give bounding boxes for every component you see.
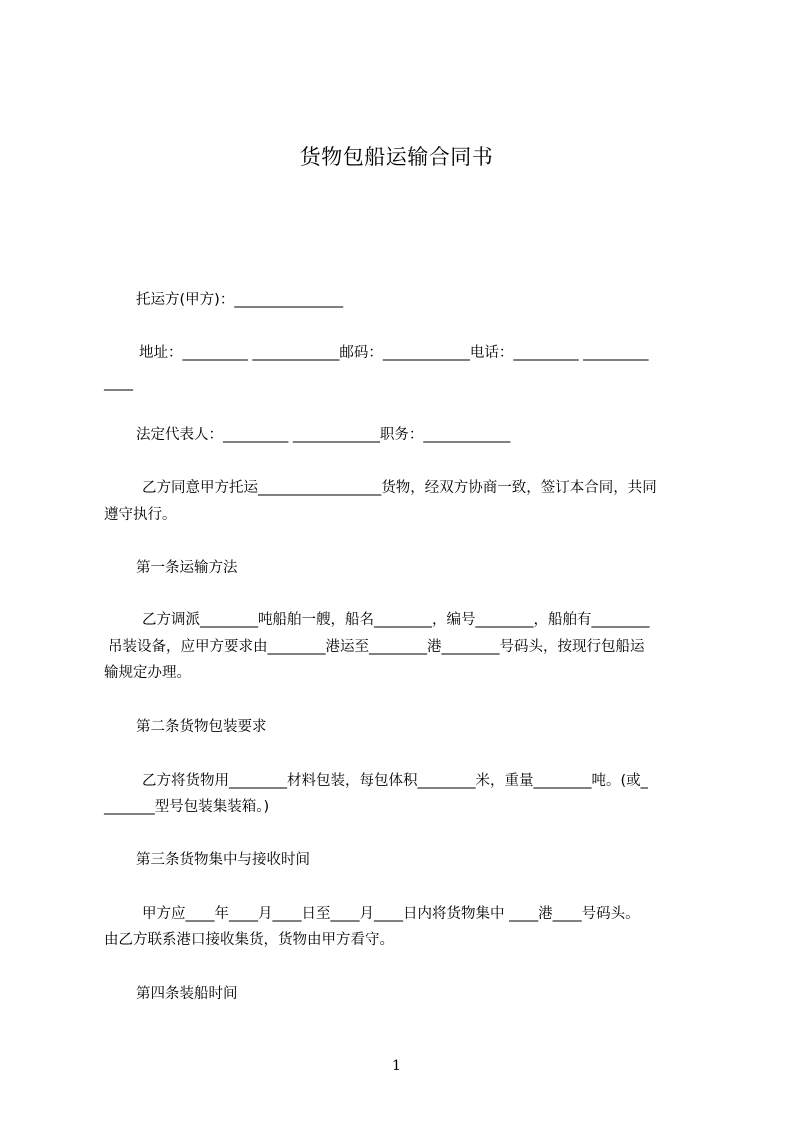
article-paragraph-line: 乙方将货物用________材料包装，每包体积________米，重量________吨。(或_ <box>142 773 648 789</box>
article-heading: 第三条货物集中与接收时间 <box>136 852 310 868</box>
article-heading: 第一条运输方法 <box>136 560 238 576</box>
article-paragraph-line: _______型号包装集装箱。) <box>104 799 270 815</box>
article-heading: 第二条货物包装要求 <box>136 719 267 735</box>
article-heading: 第四条装船时间 <box>136 986 238 1002</box>
article-paragraph-line: 甲方应____年____月____日至____月____日内将货物集中 ____港____号码头。 <box>142 906 640 922</box>
intro-paragraph-line: 乙方同意甲方托运_________________货物，经双方协商一致，签订本合同，共同 <box>142 480 657 496</box>
page-title: 货物包船运输合同书 <box>299 145 494 169</box>
article-paragraph-line: 吊装设备，应甲方要求由________港运至________港________号码头，按现行包船运 <box>108 639 645 655</box>
article-paragraph-line: 输规定办理。 <box>104 665 191 681</box>
article-paragraph-line: 乙方调派________吨船舶一艘，船名________，编号________，船舶有________ <box>142 612 650 628</box>
page-number: 1 <box>392 1058 401 1074</box>
legal-representative-line: 法定代表人：_________ ____________职务：____________ <box>136 427 511 443</box>
address-line: 地址：_________ ____________邮码：____________电话：_________ _________ <box>139 345 649 361</box>
address-line-continued: ____ <box>104 375 133 391</box>
shipper-line: 托运方(甲方)：_______________ <box>136 292 344 308</box>
article-paragraph-line: 由乙方联系港口接收集货，货物由甲方看守。 <box>104 932 394 948</box>
intro-paragraph-line: 遵守执行。 <box>104 507 177 523</box>
